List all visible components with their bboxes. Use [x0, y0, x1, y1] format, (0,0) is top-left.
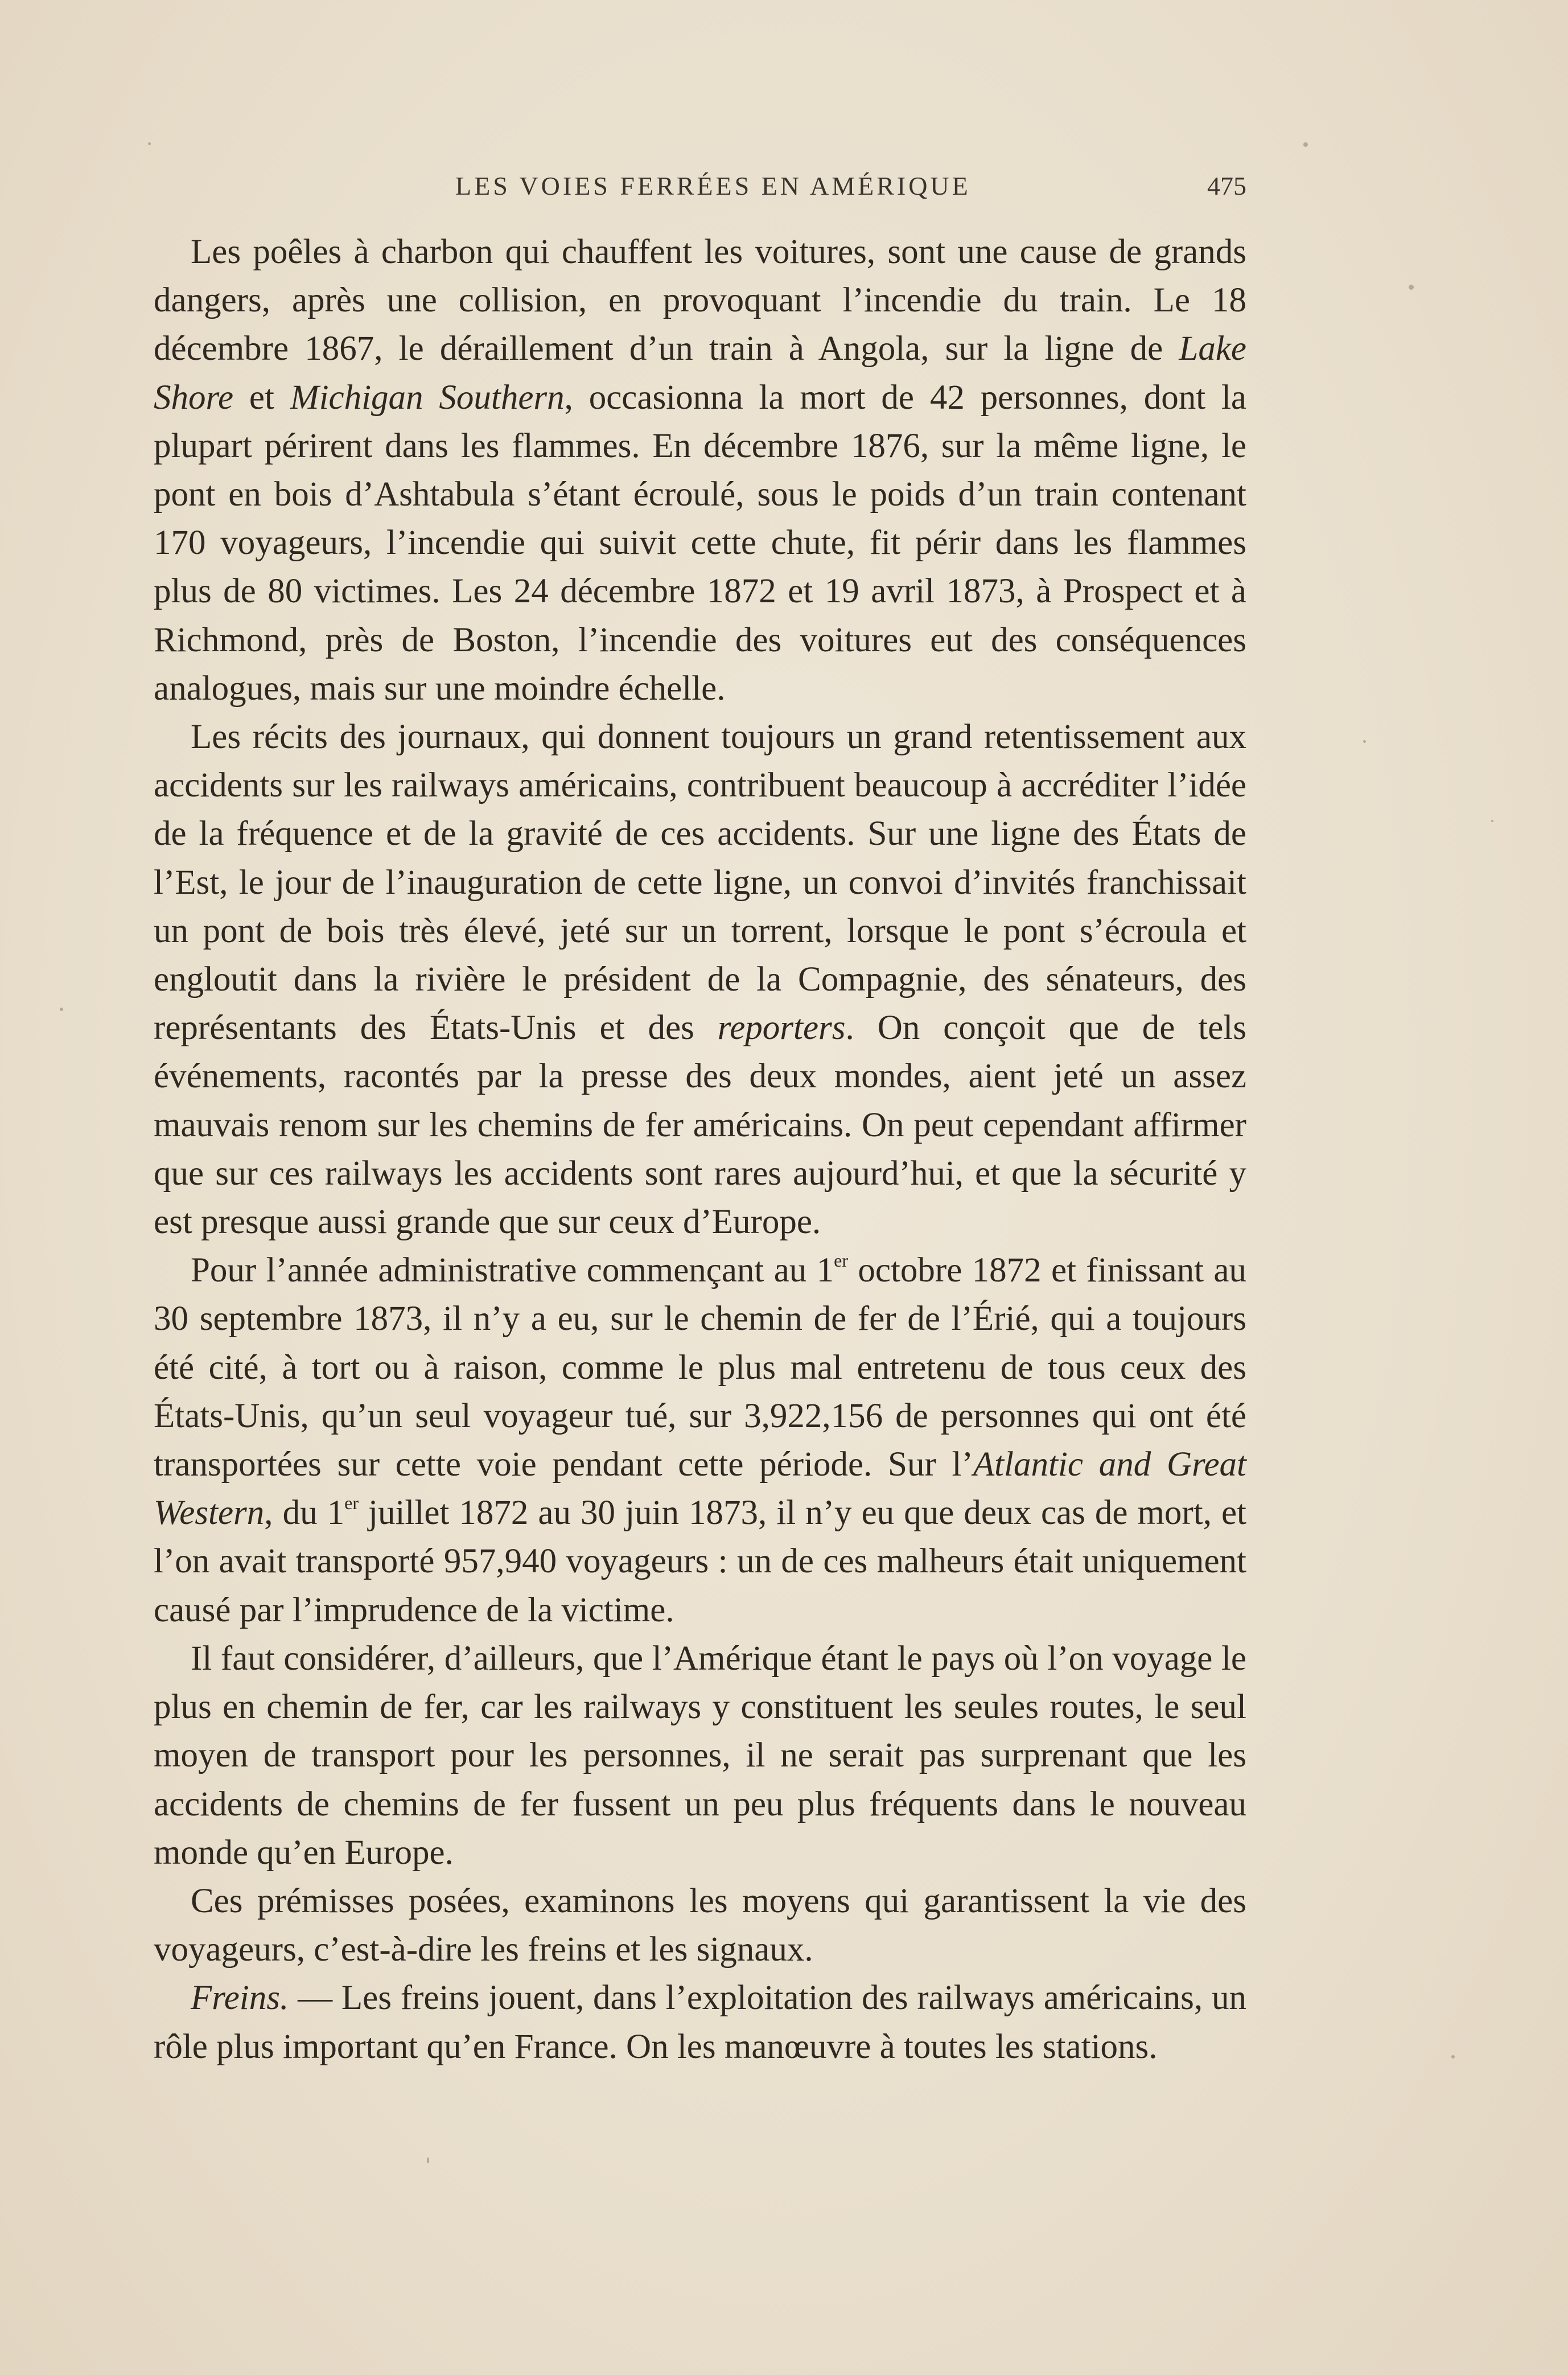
railway-name-michigan-southern: Michigan Southern	[290, 378, 565, 417]
paragraph-3-part-b: octobre 1872 et finissant au 30 septembre 1873, il n’y a eu, sur le chemin de fer de l’Érié, qui a toujours été cité, à tort ou à raison, comme le plus mal entretenu de tous ceux des États-Unis, qu’un seul voyageur tué, sur 3,922,156 de personnes qui ont été transportées sur cette voie pendant cette période. Sur l’	[154, 1251, 1247, 1484]
paragraph-2	[154, 713, 1246, 1246]
paragraph-1-rest: , occasionna la mort de 42 personnes, dont la plupart périrent dans les flammes. En décembre 1876, sur la même ligne, le pont en bois d’Ashtabula s’étant écroulé, sous le poids d’un train contenant 170 voyageurs, l’incendie qui suivit cette chute, fit périr dans les flammes plus de 80 victimes. Les 24 décembre 1872 et 19 avril 1873, à Prospect et à Richmond, près de Boston, l’incendie des voitures eut des conséquences analogues, mais sur une moindre échelle.	[154, 378, 1247, 708]
paper-speck	[427, 2158, 429, 2163]
paragraph-1-text: Les poêles à charbon qui chauffent les voitures, sont une cause de grands dangers, après une collision, en provoquant l’incendie du train. Le 18 décembre 1867, le déraillement d’un train à Angola, sur la ligne de	[154, 233, 1246, 368]
paper-speck	[60, 1008, 63, 1011]
paper-speck	[1451, 2055, 1455, 2058]
paper-speck	[1491, 820, 1493, 822]
paper-speck	[1363, 740, 1366, 743]
paragraph-1-conjunction: et	[233, 378, 290, 417]
paragraph-4	[154, 1634, 1246, 1877]
railway-name-atlantic-great-western: Atlantic and Great Western	[154, 1445, 1246, 1532]
paragraph-6	[154, 1974, 1246, 2070]
running-title: LES VOIES FERRÉES EN AMÉRIQUE	[455, 171, 971, 200]
paragraph-1	[154, 228, 1246, 713]
railway-name-lake-shore: Lake Shore	[154, 330, 1246, 417]
paragraph-3-part-c: , du 1	[264, 1494, 345, 1532]
paragraph-2-text: Les récits des journaux, qui donnent toujours un grand retentissement aux accidents sur les railways américains, contribuent beaucoup à accréditer l’idée de la fréquence et de la gravité de ces accidents. Sur une ligne des États de l’Est, le jour de l’inauguration de cette ligne, un convoi d’invités franchissait un pont de bois très élevé, jeté sur un torrent, lorsque le pont s’écroula et engloutit dans la rivière le président de la Compagnie, des sénateurs, des représentants des États-Unis et des	[154, 718, 1246, 1047]
paragraph-5	[154, 1877, 1246, 1974]
paragraph-3-part-a: Pour l’année administrative commençant au 1	[191, 1251, 834, 1290]
paragraph-2-rest: . On conçoit que de tels événements, racontés par la presse des deux mondes, aient jeté un assez mauvais renom sur les chemins de fer américains. On peut cependant affirmer que sur ces railways les accidents sont rares aujourd’hui, et que la sécurité y est presque aussi grande que sur ceux d’Europe.	[154, 1009, 1246, 1242]
paragraph-5-text: Ces prémisses posées, examinons les moyens qui garantissent la vie des voyageurs, c’est-à-dire les freins et les signaux.	[154, 1881, 1246, 1969]
page-number: 475	[1207, 171, 1246, 200]
paper-speck	[148, 142, 151, 145]
paragraph-3	[154, 1246, 1246, 1634]
body-text	[154, 228, 1246, 2071]
paragraph-4-text: Il faut considérer, d’ailleurs, que l’Amérique étant le pays où l’on voyage le plus en chemin de fer, car les railways y constituent les seules routes, le seul moyen de transport pour les personnes, il ne serait pas surprenant que les accidents de chemins de fer fussent un peu plus fréquents dans le nouveau monde qu’en Europe.	[154, 1639, 1246, 1872]
section-heading-freins: Freins.	[191, 1979, 289, 2017]
reporters-term: reporters	[717, 1009, 846, 1047]
paragraph-6-text: — Les freins jouent, dans l’exploitation des railways américains, un rôle plus important qu’en France. On les manœuvre à toutes les stations.	[154, 1979, 1246, 2066]
paper-speck	[1303, 142, 1308, 147]
ordinal-superscript: er	[344, 1493, 359, 1514]
running-header	[154, 171, 1246, 216]
paper-speck	[1409, 285, 1414, 290]
ordinal-superscript: er	[834, 1250, 849, 1271]
paragraph-3-part-d: juillet 1872 au 30 juin 1873, il n’y eu que deux cas de mort, et l’on avait transporté 957,940 voyageurs : un de ces malheurs était uniquement causé par l’imprudence de la victime.	[154, 1494, 1247, 1629]
